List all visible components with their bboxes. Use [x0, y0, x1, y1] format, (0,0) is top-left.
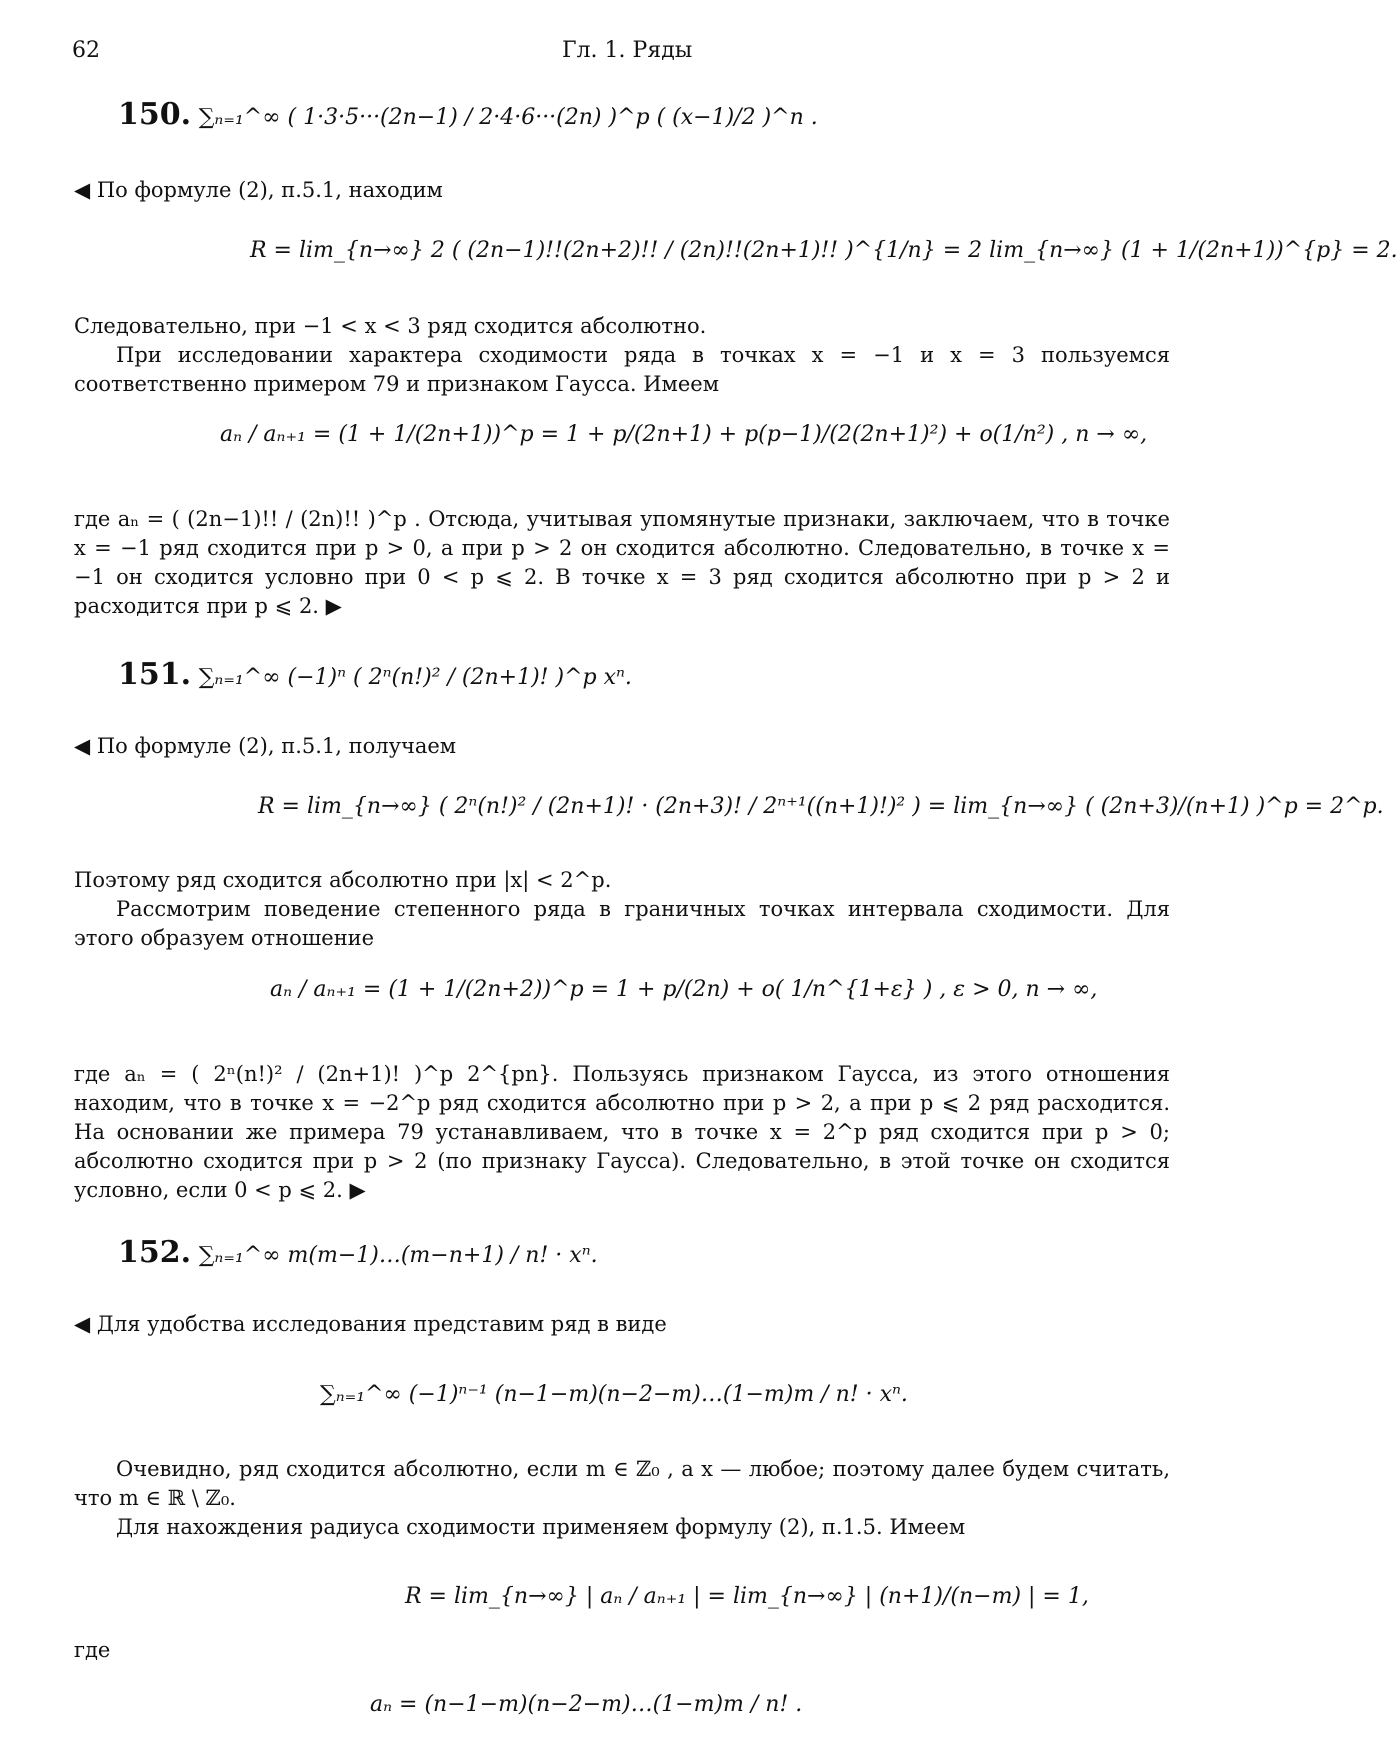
- solution-intro: ◀ По формуле (2), п.5.1, получаем: [74, 734, 457, 758]
- paragraph: где aₙ = ( (2n−1)!! / (2n)!! )^p . Отсюда, учитывая упомянутые признаки, заключаем, что в точке x = −1 ряд сходится при p > 0, а при p > 2 он сходится абсолютно. Следовательно, в точке x = −1 он сходится условно при 0 < p ⩽ 2. В точке x = 3 ряд сходится абсолютно при p > 2 и расходится при p ⩽ 2. ▶: [74, 507, 1170, 618]
- running-head: Гл. 1. Ряды: [562, 38, 693, 63]
- radius-formula: R = lim_{n→∞} ( 2ⁿ(n!)² / (2n+1)! · (2n+3)! / 2ⁿ⁺¹((n+1)!)² ) = lim_{n→∞} ( (2n+3)/(n+1) )^p = 2^p.: [258, 794, 1384, 819]
- problem-151: [118, 657, 632, 693]
- paragraph: где: [74, 1638, 111, 1662]
- rewrite-formula: ∑ₙ₌₁^∞ (−1)ⁿ⁻¹ (n−1−m)(n−2−m)…(1−m)m / n! · xⁿ.: [320, 1382, 908, 1407]
- radius-formula: R = lim_{n→∞} 2 ( (2n−1)!!(2n+2)!! / (2n)!!(2n+1)!! )^{1/n} = 2 lim_{n→∞} (1 + 1/(2n+1))^{p} = 2.: [250, 238, 1398, 263]
- paragraph: Следовательно, при −1 < x < 3 ряд сходится абсолютно.: [74, 314, 707, 338]
- series-formula: ∑ₙ₌₁^∞ ( 1·3·5···(2n−1) / 2·4·6···(2n) )^p ( (x−1)/2 )^n .: [198, 105, 818, 130]
- paragraph: Для нахождения радиуса сходимости применяем формулу (2), п.1.5. Имеем: [116, 1515, 966, 1539]
- problem-number: 152.: [118, 1235, 192, 1270]
- paragraph: Рассмотрим поведение степенного ряда в граничных точках интервала сходимости. Для этого образуем отношение: [74, 897, 1170, 950]
- problem-152: [118, 1235, 598, 1271]
- page-number: 62: [72, 38, 100, 63]
- series-formula: ∑ₙ₌₁^∞ m(m−1)…(m−n+1) / n! · xⁿ.: [198, 1243, 598, 1268]
- ratio-formula: aₙ / aₙ₊₁ = (1 + 1/(2n+2))^p = 1 + p/(2n) + o( 1/n^{1+ε} ) , ε > 0, n → ∞,: [270, 977, 1098, 1002]
- problem-150: [118, 97, 818, 133]
- problem-number: 150.: [118, 97, 192, 132]
- paragraph: Очевидно, ряд сходится абсолютно, если m ∈ ℤ₀ , а x — любое; поэтому далее будем считать, что m ∈ ℝ \ ℤ₀.: [74, 1457, 1170, 1510]
- paragraph: При исследовании характера сходимости ряда в точках x = −1 и x = 3 пользуемся соответственно примером 79 и признаком Гаусса. Имеем: [74, 343, 1170, 396]
- an-formula: aₙ = (n−1−m)(n−2−m)…(1−m)m / n! .: [370, 1692, 803, 1717]
- paragraph: Поэтому ряд сходится абсолютно при |x| < 2^p.: [74, 868, 612, 892]
- paragraph: где aₙ = ( 2ⁿ(n!)² / (2n+1)! )^p 2^{pn}. Пользуясь признаком Гаусса, из этого отношения находим, что в точке x = −2^p ряд сходится абсолютно при p > 2, а при p ⩽ 2 ряд расходится. На основании же примера 79 устанавливаем, что в точке x = 2^p ряд сходится при p > 0; абсолютно сходится при p > 2 (по признаку Гаусса). Следовательно, в этой точке он сходится условно, если 0 < p ⩽ 2. ▶: [74, 1062, 1170, 1202]
- series-formula: ∑ₙ₌₁^∞ (−1)ⁿ ( 2ⁿ(n!)² / (2n+1)! )^p xⁿ.: [198, 665, 632, 690]
- solution-intro: ◀ Для удобства исследования представим ряд в виде: [74, 1312, 667, 1336]
- problem-number: 151.: [118, 657, 192, 692]
- solution-intro: ◀ По формуле (2), п.5.1, находим: [74, 178, 443, 202]
- ratio-formula: aₙ / aₙ₊₁ = (1 + 1/(2n+1))^p = 1 + p/(2n+1) + p(p−1)/(2(2n+1)²) + o(1/n²) , n → ∞,: [220, 422, 1148, 447]
- radius-formula: R = lim_{n→∞} | aₙ / aₙ₊₁ | = lim_{n→∞} | (n+1)/(n−m) | = 1,: [405, 1584, 1089, 1609]
